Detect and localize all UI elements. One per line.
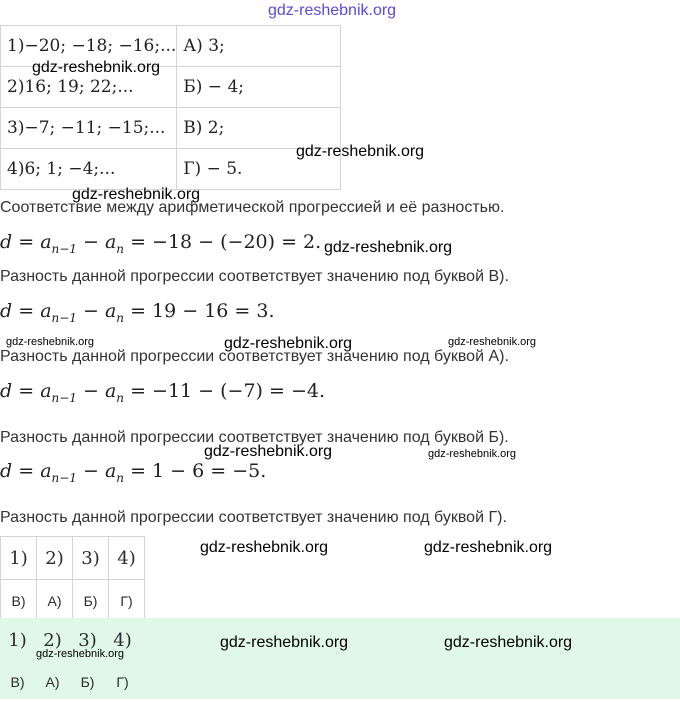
watermark: gdz-reshebnik.org <box>448 336 537 348</box>
answer-letter: Г) <box>109 580 145 622</box>
final-answer-letter: А) <box>45 673 60 690</box>
table-row <box>1 580 145 622</box>
difference-b: Б) − 4; <box>177 67 341 108</box>
answer-number: 3) <box>73 537 109 580</box>
progression-3: 3)−7; −11; −15;... <box>1 108 177 149</box>
step-2-text: Разность данной прогрессии соответствует значению под буквой А). <box>0 348 509 365</box>
progression-1: 1)−20; −18; −16;... <box>1 26 177 67</box>
watermark: gdz-reshebnik.org <box>204 443 333 460</box>
watermark: gdz-reshebnik.org <box>36 648 125 660</box>
final-answer-number: 4) <box>113 629 132 651</box>
step-1-text: Разность данной прогрессии соответствует значению под буквой В). <box>0 268 509 285</box>
step-3-text: Разность данной прогрессии соответствует значению под буквой Б). <box>0 429 509 446</box>
table-row <box>1 108 341 149</box>
formula-1: $d = a_{n-1} - a_n = -18 - (-20) = 2$. <box>0 231 322 256</box>
table-row <box>1 149 341 190</box>
final-answer-letter: Б) <box>80 673 95 690</box>
final-answer-table <box>0 619 140 702</box>
answer-table <box>0 536 145 622</box>
answer-letter: В) <box>1 580 37 622</box>
answer-letter: Б) <box>73 580 109 622</box>
table-row <box>1 537 145 580</box>
watermark-top[interactable]: gdz-reshebnik.org <box>268 2 397 19</box>
watermark: gdz-reshebnik.org <box>220 634 349 651</box>
watermark: gdz-reshebnik.org <box>32 59 161 76</box>
formula-3: $d = a_{n-1} - a_n = -11 - (-7) = -4$. <box>0 380 325 405</box>
watermark: gdz-reshebnik.org <box>6 336 95 348</box>
answer-number: 4) <box>109 537 145 580</box>
final-answer-number: 3) <box>78 629 97 651</box>
difference-g: Г) − 5. <box>177 149 341 190</box>
progression-2: 2)16; 19; 22;... <box>1 67 177 108</box>
watermark: gdz-reshebnik.org <box>224 335 353 352</box>
step-4-text: Разность данной прогрессии соответствует значению под буквой Г). <box>0 509 507 526</box>
answer-number: 1) <box>1 537 37 580</box>
solution-heading: Соответствие между арифметической прогрессией и её разностью. <box>0 199 505 216</box>
watermark: gdz-reshebnik.org <box>428 448 517 460</box>
final-answer-letter: В) <box>10 673 25 690</box>
difference-a: А) 3; <box>177 26 341 67</box>
progression-4: 4)6; 1; −4;... <box>1 149 177 190</box>
watermark: gdz-reshebnik.org <box>424 539 553 556</box>
answer-letter: А) <box>37 580 73 622</box>
formula-4: $d = a_{n-1} - a_n = 1 - 6 = -5$. <box>0 460 267 485</box>
watermark: gdz-reshebnik.org <box>296 143 425 160</box>
match-table <box>0 25 341 190</box>
watermark: gdz-reshebnik.org <box>324 239 453 256</box>
final-answer-number: 2) <box>43 629 62 651</box>
watermark: gdz-reshebnik.org <box>200 539 329 556</box>
table-row <box>0 661 140 702</box>
difference-v: В) 2; <box>177 108 341 149</box>
watermark: gdz-reshebnik.org <box>72 186 201 203</box>
final-answer-number: 1) <box>8 629 27 651</box>
watermark: gdz-reshebnik.org <box>444 634 573 651</box>
formula-2: $d = a_{n-1} - a_n = 19 - 16 = 3$. <box>0 300 275 325</box>
answer-number: 2) <box>37 537 73 580</box>
final-answer-letter: Г) <box>116 673 129 690</box>
